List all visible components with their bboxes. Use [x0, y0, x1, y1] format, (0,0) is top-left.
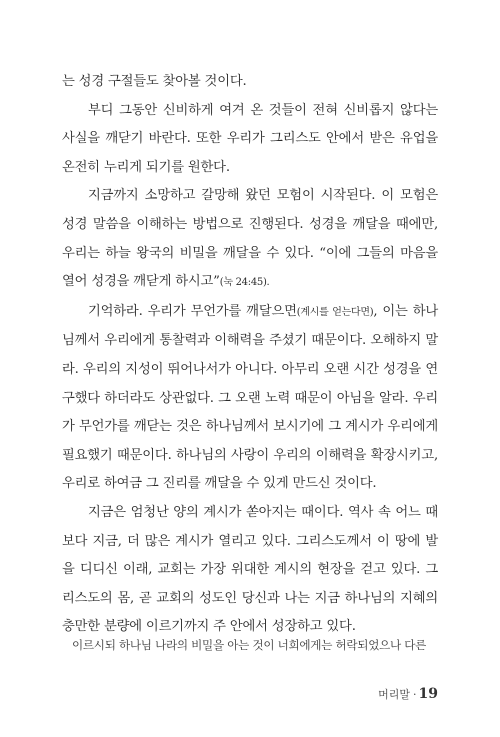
scripture-reference: (눅 24:45). [219, 277, 270, 289]
page-footer [378, 686, 438, 703]
body-text [62, 68, 438, 642]
paragraph-1-text: 는 성경 구절들도 찾아볼 것이다. [62, 74, 247, 89]
paragraph-4 [62, 298, 438, 499]
paragraph-3-text: 지금까지 소망하고 갈망해 왔던 모험이 시작된다. 이 모험은 성경 말씀을 이해하는 방법으로 진행된다. 성경을 깨달을 때에만, 우리는 하늘 왕국의 비밀을 깨달을 수 있다. “이에 그들의 마음을 열어 성경을 깨닫게 하시고” [62, 188, 438, 290]
footer-separator: · [413, 688, 417, 701]
parenthetical-note: (계시를 얻는다면) [296, 306, 374, 318]
paragraph-4-text-b: , 이는 하나님께서 우리에게 통찰력과 이해력을 주셨기 때문이다. 오해하지 말라. 우리의 지성이 뛰어나서가 아니다. 아무리 오랜 시간 성경을 연구했다 하더라도 상관없다. 그 오랜 노력 때문이 아님을 알라. 우리가 무언가를 깨닫는 것은 하나님께서 보시기에 그 계시가 우리에게 필요했기 때문이다. 하나님의 사랑이 우리의 이해력을 확장시키고, 우리로 하여금 그 진리를 깨달을 수 있게 만드신 것이다. [62, 303, 438, 492]
scripture-quote: 이르시되 하나님 나라의 비밀을 아는 것이 너희에게는 허락되었으나 다른 [72, 638, 427, 652]
running-head: 머리말 [378, 688, 411, 701]
paragraph-2 [62, 97, 438, 183]
paragraph-3 [62, 182, 438, 297]
paragraph-1 [62, 68, 438, 97]
paragraph-2-text: 부디 그동안 신비하게 여겨 온 것들이 전혀 신비롭지 않다는 사실을 깨닫기 바란다. 또한 우리가 그리스도 안에서 받은 유업을 온전히 누리게 되기를 원한다. [62, 102, 438, 175]
paragraph-5-text: 지금은 엄청난 양의 계시가 쏟아지는 때이다. 역사 속 어느 때보다 지금, 더 많은 계시가 열리고 있다. 그리스도께서 이 땅에 발을 디디신 이래, 교회는 가장 위대한 계시의 현장을 걷고 있다. 그리스도의 몸, 곧 교회의 성도인 당신과 나는 지금 하나님의 지혜의 충만한 분량에 이르기까지 주 안에서 성장하고 있다. [62, 504, 438, 635]
paragraph-4-text-a: 기억하라. 우리가 무언가를 깨달으면 [88, 303, 297, 319]
page-number: 19 [418, 686, 438, 702]
paragraph-5 [62, 499, 438, 642]
